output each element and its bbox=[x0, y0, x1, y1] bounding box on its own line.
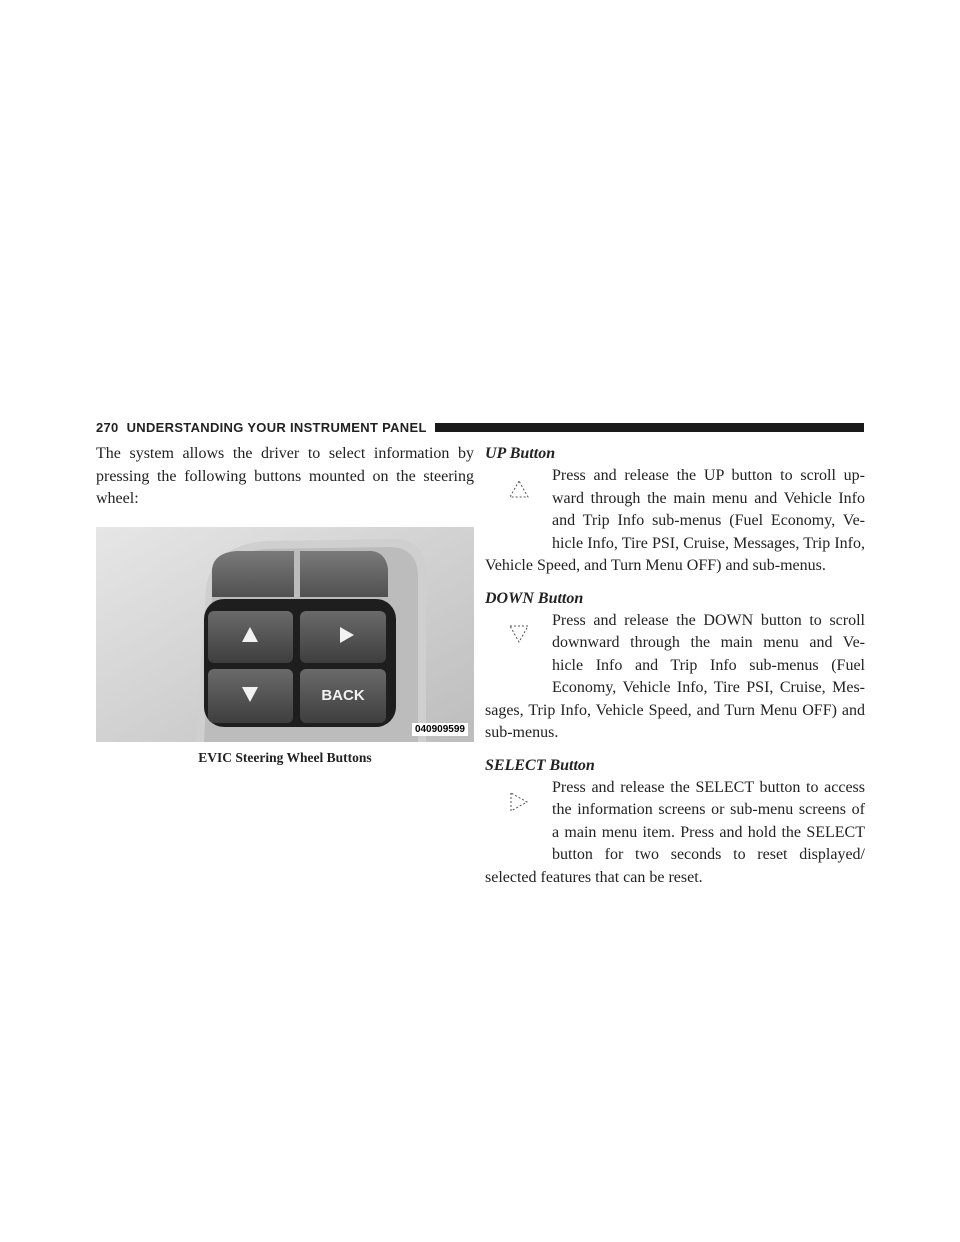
down-button-text-line: hicle Info and Trip Info sub-menus (Fuel bbox=[552, 656, 865, 674]
select-button-text-line: Press and release the SELECT button to access bbox=[552, 778, 865, 796]
select-button-text-line: button for two seconds to reset displayed/ bbox=[552, 846, 865, 863]
figure-code: 040909599 bbox=[412, 723, 468, 736]
up-button-text-line: Vehicle Speed, and Turn Menu OFF) and sub-menus. bbox=[485, 557, 826, 574]
down-button-text-line: Press and release the DOWN button to scroll bbox=[552, 611, 865, 629]
steering-wheel-buttons-figure bbox=[96, 527, 474, 742]
up-button-section bbox=[485, 443, 865, 578]
right-column bbox=[485, 443, 865, 899]
page-header bbox=[96, 418, 864, 436]
up-button-text-line: ward through the main menu and Vehicle Info bbox=[552, 489, 865, 507]
left-column bbox=[96, 443, 474, 766]
down-button-text-line: sub-menus. bbox=[485, 724, 559, 741]
steering-wheel-buttons-illustration bbox=[96, 527, 474, 742]
select-button-section bbox=[485, 755, 865, 890]
up-button-text-line: Press and release the UP button to scroll up- bbox=[552, 467, 865, 484]
figure-caption: EVIC Steering Wheel Buttons bbox=[198, 749, 372, 765]
header-rule bbox=[435, 423, 864, 432]
select-button-text-line: selected features that can be reset. bbox=[485, 868, 703, 886]
down-button-text-line: sages, Trip Info, Vehicle Speed, and Turn Menu OFF) and bbox=[485, 701, 865, 719]
down-button-text-line: downward through the main menu and Ve- bbox=[552, 634, 865, 651]
section-title: UNDERSTANDING YOUR INSTRUMENT PANEL bbox=[126, 419, 427, 435]
down-arrow-icon bbox=[485, 610, 552, 700]
page-number: 270 bbox=[96, 419, 119, 435]
select-button-heading: SELECT Button bbox=[485, 756, 595, 774]
back-key-label: BACK bbox=[321, 686, 365, 704]
intro-paragraph: The system allows the driver to select information by pressing the following buttons mounted on the steering wheel: bbox=[96, 445, 474, 507]
up-button-text-line: and Trip Info sub-menus (Fuel Economy, Ve- bbox=[552, 512, 865, 529]
up-button-text-line: hicle Info, Tire PSI, Cruise, Messages, Trip Info, bbox=[552, 534, 865, 552]
select-arrow-icon bbox=[485, 777, 552, 867]
up-button-heading: UP Button bbox=[485, 445, 556, 462]
down-button-text-line: Economy, Vehicle Info, Tire PSI, Cruise, Mes- bbox=[552, 679, 865, 696]
select-button-text-line: the information screens or sub-menu screens of bbox=[552, 801, 865, 818]
up-arrow-icon bbox=[485, 465, 552, 555]
select-button-text-line: a main menu item. Press and hold the SELECT bbox=[552, 823, 865, 841]
down-button-section bbox=[485, 588, 865, 745]
down-button-heading: DOWN Button bbox=[485, 589, 584, 607]
